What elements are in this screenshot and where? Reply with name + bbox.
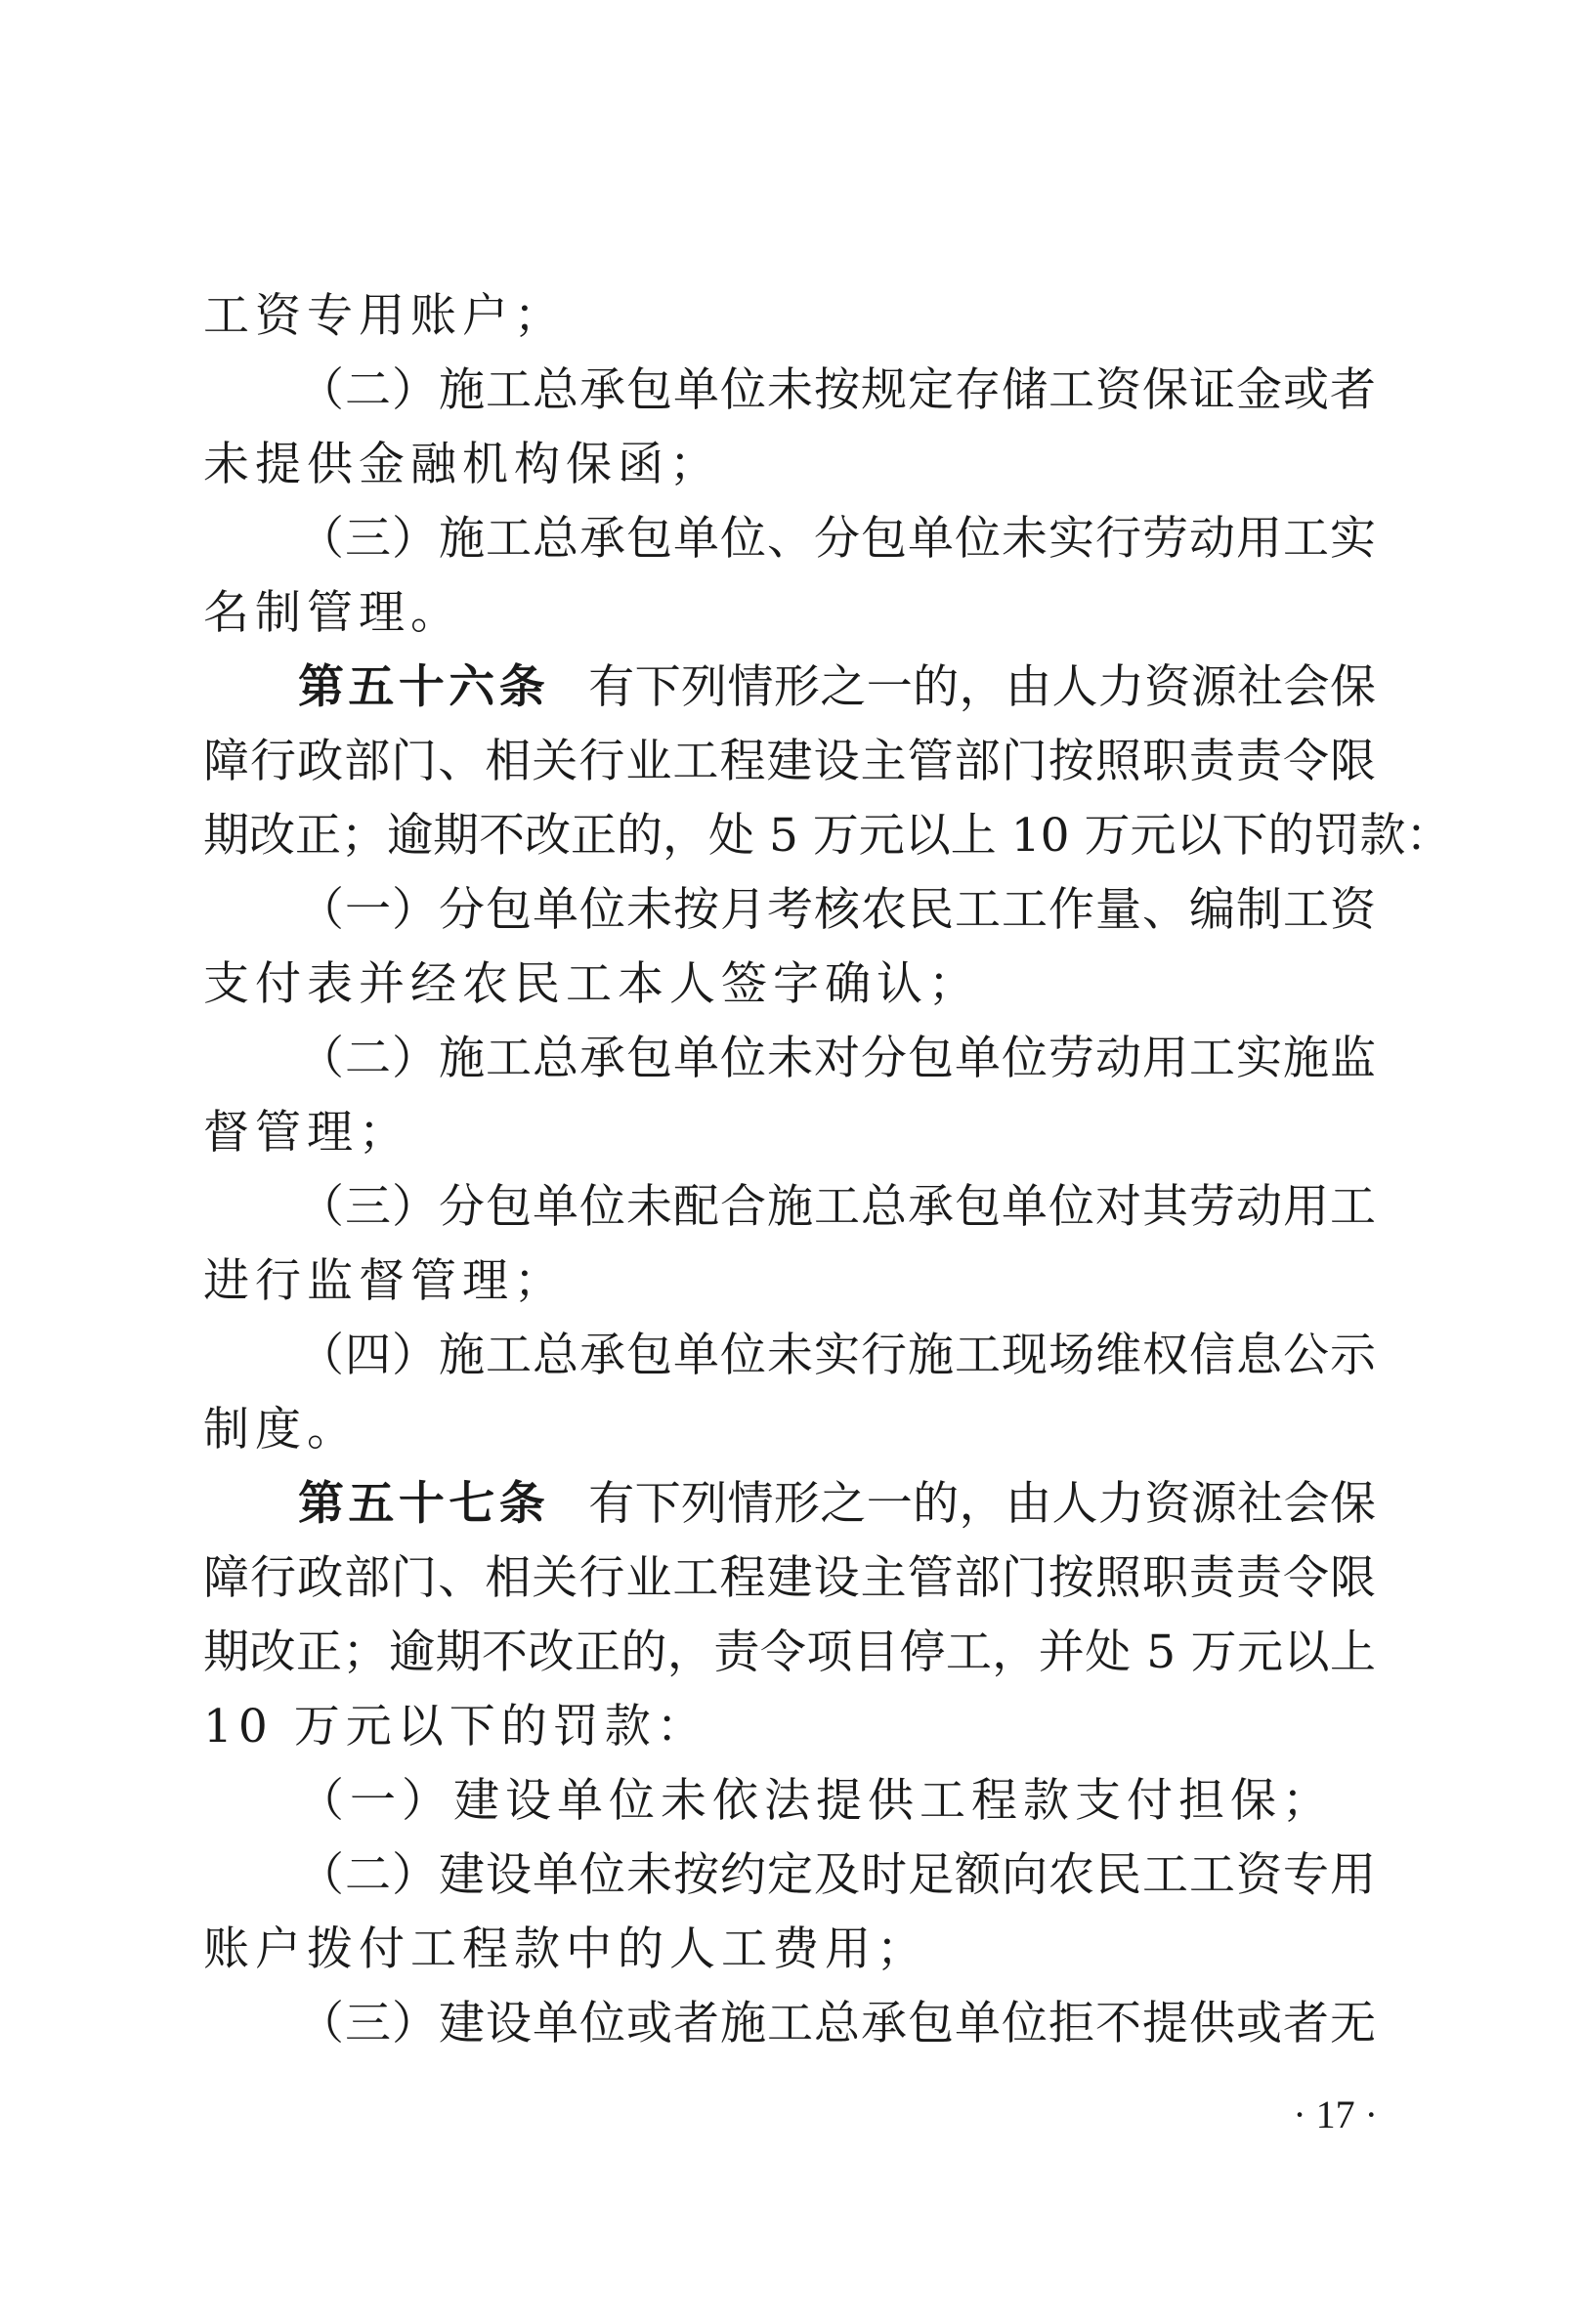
article-first-line: [298, 1475, 1376, 1534]
paragraph-line: 未提供金融机构保函；: [203, 438, 721, 491]
paragraph-line: （二）施工总承包单位未按规定存储工资保证金或者: [298, 363, 1376, 417]
paragraph-line: （三）施工总承包单位、分包单位未实行劳动用工实: [298, 512, 1376, 566]
article-heading: 第五十七条: [298, 1477, 550, 1531]
paragraph-line: 督管理；: [203, 1106, 410, 1160]
paragraph-line: （一）建设单位未依法提供工程款支付担保；: [298, 1774, 1334, 1828]
article-text: 有下列情形之一的，由人力资源社会保: [588, 1477, 1377, 1531]
paragraph-line: 期改正；逾期不改正的，责令项目停工，并处 5 万元以上: [203, 1626, 1376, 1679]
paragraph-line: （三）建设单位或者施工总承包单位拒不提供或者无: [298, 1997, 1376, 2050]
article-text: 有下列情形之一的，由人力资源社会保: [588, 660, 1377, 714]
paragraph-line: 期改正；逾期不改正的，处 5 万元以上 10 万元以下的罚款：: [203, 809, 1452, 863]
paragraph-line: （一）分包单位未按月考核农民工工作量、编制工资: [298, 883, 1376, 937]
paragraph-line: （二）施工总承包单位未对分包单位劳动用工实施监: [298, 1032, 1376, 1085]
paragraph-line: 支付表并经农民工本人签字确认；: [203, 957, 980, 1011]
paragraph-line: 进行监督管理；: [203, 1254, 566, 1308]
paragraph-line: 账户拨付工程款中的人工费用；: [203, 1923, 928, 1976]
paragraph-line: 工资专用账户；: [203, 289, 566, 343]
paragraph-line: 制度。: [203, 1403, 359, 1457]
article-first-line: [298, 658, 1376, 717]
paragraph-line: （三）分包单位未配合施工总承包单位对其劳动用工: [298, 1180, 1376, 1234]
article-heading: 第五十六条: [298, 660, 550, 714]
page-number: · 17 ·: [1293, 2092, 1378, 2136]
paragraph-line: 障行政部门、相关行业工程建设主管部门按照职责责令限: [203, 735, 1376, 788]
paragraph-line: 10 万元以下的罚款：: [203, 1700, 708, 1754]
paragraph-line: 障行政部门、相关行业工程建设主管部门按照职责责令限: [203, 1551, 1376, 1605]
paragraph-line: （二）建设单位未按约定及时足额向农民工工资专用: [298, 1848, 1376, 1902]
paragraph-line: （四）施工总承包单位未实行施工现场维权信息公示: [298, 1329, 1376, 1382]
paragraph-line: 名制管理。: [203, 586, 462, 640]
